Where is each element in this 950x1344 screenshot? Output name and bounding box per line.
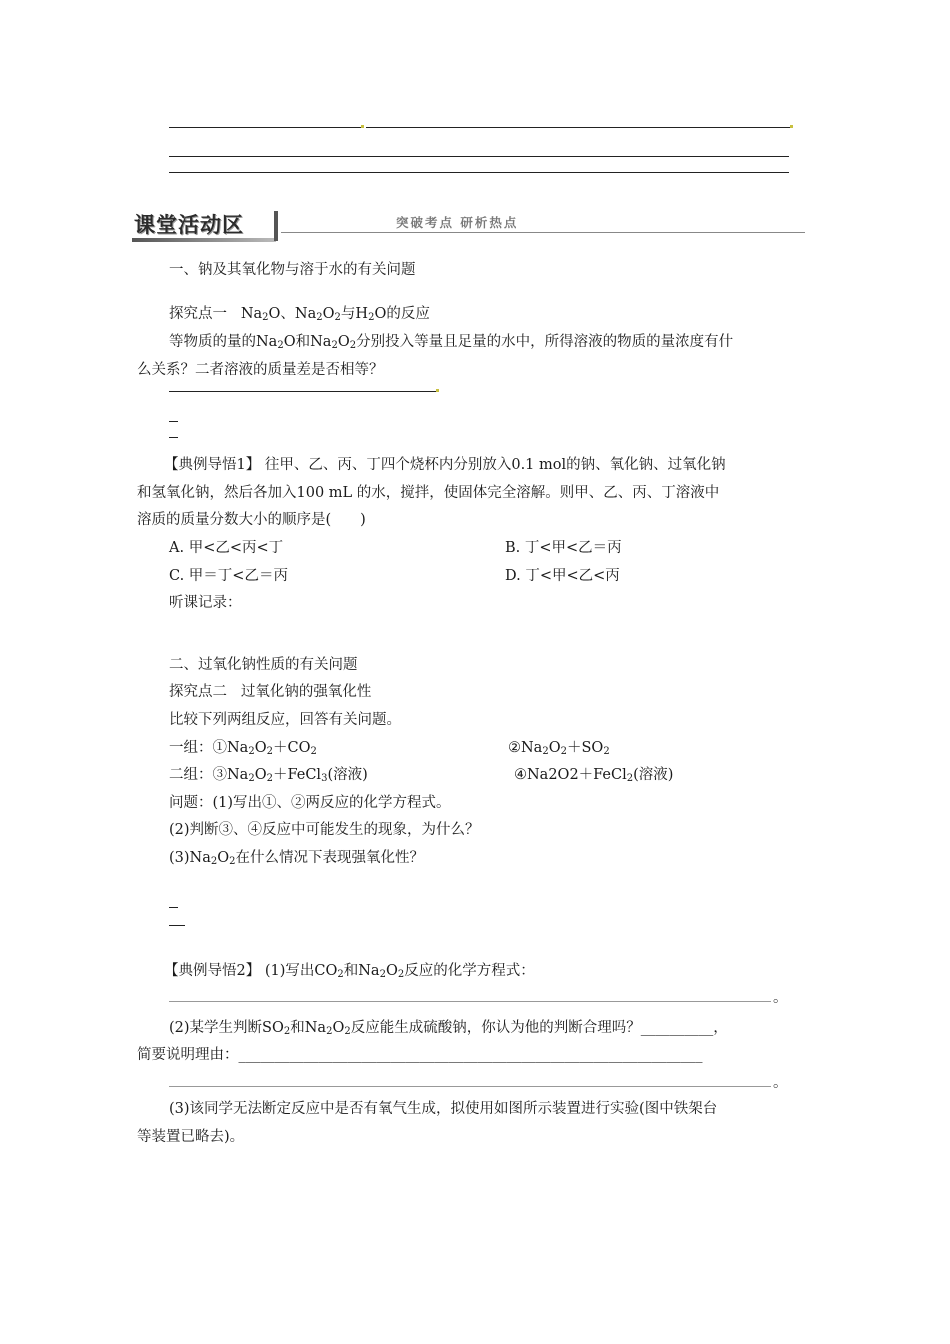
period-2: 。 bbox=[773, 1075, 788, 1091]
question-1: 问题：(1)写出①、②两反应的化学方程式。 bbox=[169, 795, 451, 811]
example1-line3: 溶质的质量分数大小的顺序是( ) bbox=[137, 512, 366, 528]
example2-label: 【典例导悟2】 bbox=[164, 963, 261, 979]
top-rule-2 bbox=[169, 156, 789, 157]
point2-line bbox=[169, 682, 371, 702]
option-d-key: D. bbox=[505, 568, 521, 584]
answer1-stub-2 bbox=[169, 437, 178, 438]
example2-line1 bbox=[164, 961, 535, 981]
reaction-4: ④Na2O2＋FeCl$_2$(溶液) bbox=[514, 767, 674, 784]
answer-blank-2[interactable] bbox=[169, 1086, 771, 1087]
option-a-text: 甲<乙<丙<丁 bbox=[188, 540, 284, 556]
rule-dot bbox=[361, 125, 364, 128]
option-b-text: 丁<甲<乙＝丙 bbox=[524, 540, 622, 556]
example2-line7: 等装置已略去)。 bbox=[137, 1129, 245, 1145]
group2-label: 二组： bbox=[169, 767, 213, 783]
top-rule-1b bbox=[366, 127, 790, 128]
point1-line bbox=[169, 304, 430, 324]
question-2: (2)判断③、④反应中可能发生的现象，为什么？ bbox=[169, 822, 480, 838]
group1-line bbox=[169, 738, 317, 758]
section1-heading: 一、钠及其氧化物与溶于水的有关问题 bbox=[169, 262, 416, 278]
point1-title: $Na_2O$、$Na_2O_2$与$H_2O$的反应 bbox=[240, 306, 430, 323]
answer1-stub-1 bbox=[169, 421, 178, 422]
example1-text-1: 往甲、乙、丙、丁四个烧杯内分别放入0.1 mol的钠、氧化钠、过氧化钠 bbox=[264, 457, 726, 473]
notes-label: 听课记录： bbox=[169, 595, 242, 611]
option-a-key: A. bbox=[169, 540, 185, 556]
banner-line bbox=[281, 232, 805, 233]
point2-title: 过氧化钠的强氧化性 bbox=[240, 684, 372, 700]
top-rule-1 bbox=[169, 127, 361, 128]
rule-dot bbox=[790, 125, 793, 128]
answer2-stub-2 bbox=[169, 925, 185, 926]
section-banner-title: 课堂活动区 bbox=[134, 210, 272, 240]
period-1: 。 bbox=[773, 990, 788, 1006]
reaction-2: $②Na_2O_2+SO_2$ bbox=[508, 740, 610, 757]
section2-heading: 二、过氧化钠性质的有关问题 bbox=[169, 657, 358, 673]
example1-line1 bbox=[164, 455, 726, 475]
reaction-3: $③Na_2O_2+FeCl_3$(溶液) bbox=[212, 767, 368, 784]
example2-text-1: (1)写出$CO_2$和$Na_2O_2$反应的化学方程式： bbox=[264, 963, 535, 980]
reaction-1: $①Na_2O_2+CO_2$ bbox=[212, 740, 317, 757]
section2-intro: 比较下列两组反应，回答有关问题。 bbox=[169, 712, 401, 728]
option-c bbox=[169, 566, 288, 586]
example2-line3: (2)某学生判断$SO_2$和$Na_2O_2$反应能生成硫酸钠，你认为他的判断合理吗？__________， bbox=[169, 1020, 728, 1037]
option-a bbox=[169, 538, 283, 558]
example2-line6: (3)该同学无法断定反应中是否有氧气生成，拟使用如图所示装置进行实验(图中铁架台 bbox=[169, 1101, 718, 1117]
option-b bbox=[505, 538, 622, 558]
section-banner-subtitle: 突破考点 研析热点 bbox=[396, 215, 519, 230]
banner-divider bbox=[274, 211, 278, 241]
example1-label: 【典例导悟1】 bbox=[164, 457, 261, 473]
group2-line bbox=[169, 765, 368, 785]
example2-line4: 简要说明理由：________________________________________________________________ bbox=[137, 1047, 703, 1063]
example1-line2: 和氢氧化钠，然后各加入100 mL 的水，搅拌，使固体完全溶解。则甲、乙、丙、丁溶液中 bbox=[137, 485, 720, 501]
option-d bbox=[505, 566, 620, 586]
option-c-key: C. bbox=[169, 568, 185, 584]
option-b-key: B. bbox=[505, 540, 521, 556]
question1-line1: 等物质的量的$Na_2O$和$Na_2O_2$分别投入等量且足量的水中，所得溶液的物质的量浓度有什 bbox=[169, 334, 734, 351]
answer1-rule bbox=[169, 391, 436, 392]
top-rule-3 bbox=[169, 172, 789, 173]
question1-line2: 么关系？二者溶液的质量差是否相等？ bbox=[137, 362, 384, 378]
point1-label: 探究点一 bbox=[169, 306, 227, 322]
question-3: $(3)Na_2O_2$在什么情况下表现强氧化性？ bbox=[169, 850, 425, 867]
group1-label: 一组： bbox=[169, 740, 213, 756]
option-c-text: 甲＝丁<乙＝丙 bbox=[188, 568, 288, 584]
answer2-stub-1 bbox=[169, 907, 178, 908]
answer-blank-1[interactable] bbox=[169, 1001, 771, 1002]
rule-dot bbox=[436, 389, 439, 392]
point2-label: 探究点二 bbox=[169, 684, 227, 700]
option-d-text: 丁<甲<乙<丙 bbox=[525, 568, 620, 584]
